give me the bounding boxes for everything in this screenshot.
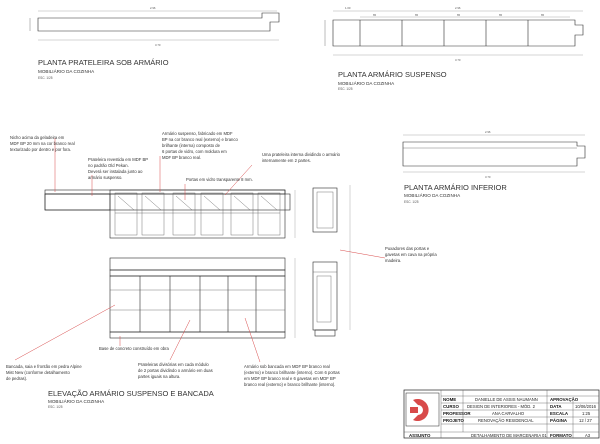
annotation-armario-bancada <box>244 364 340 387</box>
annotation-bancada <box>6 364 82 381</box>
note-nicho-line-1: Nicho acima da geladeira em <box>10 135 65 140</box>
value-pagina: 12 / 27 <box>579 418 592 423</box>
label-professor: PROFESSOR <box>443 411 471 416</box>
note-bancada-line-3: de pedras). <box>6 376 28 381</box>
label-nome: NOME <box>443 397 457 402</box>
subtitle-plan-wall-cabinet: MOBILIÁRIO DA COZINHA <box>338 81 395 86</box>
note-divisorias-line-2: de 2 portas dividindo o armário em duas <box>138 368 213 373</box>
annotation-puxadores <box>385 246 437 263</box>
label-aprovacao: APROVAÇÃO <box>550 397 579 402</box>
note-suspenso-line-4: 6 portas de vidro, com moldura em <box>162 149 227 154</box>
value-data: 10/06/2016 <box>575 404 596 409</box>
value-projeto: RENOVAÇÃO RESIDENCIAL <box>478 418 534 423</box>
note-suspenso-line-5: MDF BP branco real. <box>162 155 202 160</box>
subtitle-plan-base-cabinet: MOBILIÁRIO DA COZINHA <box>404 193 461 198</box>
subtitle-elevation: MOBILIÁRIO DA COZINHA <box>48 399 105 404</box>
subtitle-plan-shelf: MOBILIÁRIO DA COZINHA <box>38 69 95 74</box>
annotation-prateleira-revestida <box>88 157 148 180</box>
dim-base-top: 2.96 <box>485 130 491 134</box>
value-nome: DANIELLE DE ASSIS NAUMANN <box>475 397 538 402</box>
note-base-concreto: Base de concreto construído em obra <box>99 346 169 351</box>
label-formato: FORMATO <box>550 433 572 438</box>
dim-base-bottom: 3.70 <box>485 175 491 179</box>
plan-wall-cabinet <box>325 6 583 62</box>
elevation-base-cabinet <box>110 258 337 338</box>
value-professor: ANA CARVALHO <box>492 411 525 416</box>
note-divisorias-line-1: Prateleiras divisórias em cada módulo <box>138 362 209 367</box>
title-plan-wall-cabinet: PLANTA ARMÁRIO SUSPENSO <box>338 70 447 79</box>
note-divisorias-line-3: partes iguais na altura. <box>138 374 181 379</box>
note-bancada-line-2: Mist New (conforme detalhamento <box>6 370 70 375</box>
note-armario-bancada-line-2: (externo) e branco brilhante (interno). Com 6 portas <box>244 370 340 375</box>
scale-plan-wall-cabinet: ESC. 1/25 <box>338 87 353 91</box>
note-armario-bancada-line-1: Armário sob bancada em MDF BP branco real <box>244 364 330 369</box>
label-curso: CURSO <box>443 404 459 409</box>
scale-elevation: ESC. 1/25 <box>48 405 63 409</box>
dim-wall-cell-2: 65 <box>415 13 419 17</box>
note-nicho-line-2: MDF BP 20 mm na cor branco real <box>10 141 75 146</box>
note-nicho-line-3: texturizado por dentro e por fora. <box>10 147 71 152</box>
annotation-armario-suspenso <box>162 131 238 160</box>
annotation-nicho <box>10 135 75 152</box>
dim-shelf-top: 2.96 <box>150 6 156 10</box>
note-interna-line-1: Uma prateleira interna dividindo o armário <box>262 152 340 157</box>
note-prateleira-line-3: Deverá ser instalada junto ao <box>88 169 143 174</box>
value-formato: A3 <box>585 433 591 438</box>
title-plan-base-cabinet: PLANTA ARMÁRIO INFERIOR <box>404 183 507 192</box>
note-bancada-line-1: Bancada, saia e frontão em pedra Alpine <box>6 364 82 369</box>
title-plan-shelf: PLANTA PRATELEIRA SOB ARMÁRIO <box>38 58 169 67</box>
note-suspenso-line-1: Armário suspenso, fabricado em MDF <box>162 131 233 136</box>
label-projeto: PROJETO <box>443 418 464 423</box>
note-suspenso-line-2: BP na cor branco real (externo) e branco <box>162 137 238 142</box>
dim-wall-cell-1: 65 <box>373 13 377 17</box>
dim-wall-cell-3: 65 <box>457 13 461 17</box>
label-pagina: PÁGINA <box>550 418 568 423</box>
value-escala: 1:25 <box>582 411 591 416</box>
elevation-wall-cabinet <box>45 185 350 330</box>
note-prateleira-line-2: no padrão Old Pekan. <box>88 163 129 168</box>
annotation-prateleiras-divisorias <box>138 362 213 379</box>
note-prateleira-line-1: Prateleira revestida em MDF BP <box>88 157 149 162</box>
note-interna-line-2: internamente em 2 partes. <box>262 158 311 163</box>
value-assunto: DETALHAMENTO DE MARCENARIA 01 <box>471 433 547 438</box>
note-armario-bancada-line-3: em MDF BP branco real e 6 gavetas em MDF BP <box>244 376 336 381</box>
dim-wall-cell-4: 65 <box>499 13 503 17</box>
note-puxadores-line-1: Puxadores das portas e <box>385 246 430 251</box>
plan-shelf <box>30 6 279 47</box>
label-escala: ESCALA <box>550 411 569 416</box>
note-puxadores-line-2: gavetas em cava na própria <box>385 252 437 257</box>
title-elevation: ELEVAÇÃO ARMÁRIO SUSPENSO E BANCADA <box>48 389 214 398</box>
value-curso: DESIGN DE INTERIORES - MÓD. 2 <box>467 404 535 409</box>
scale-plan-shelf: ESC. 1/25 <box>38 76 53 80</box>
scale-plan-base-cabinet: ESC. 1/25 <box>404 200 419 204</box>
note-armario-bancada-line-4: branco real (externo) e branco brilhante (interno). <box>244 382 336 387</box>
note-portas-vidro: Portas em vidro transparente 8 mm. <box>186 177 253 182</box>
dim-wall-cell-5: 65 <box>541 13 545 17</box>
title-block <box>404 390 599 438</box>
dim-wall-top-a: 1.00 <box>345 6 351 10</box>
note-suspenso-line-3: brilhante (interna) composto de <box>162 143 220 148</box>
annotation-prateleira-interna <box>262 152 341 163</box>
note-puxadores-line-3: madeira. <box>385 258 402 263</box>
label-assunto: ASSUNTO <box>409 433 431 438</box>
note-prateleira-line-4: armário suspenso. <box>88 175 123 180</box>
dim-wall-top-b: 2.96 <box>455 6 461 10</box>
plan-base-cabinet <box>403 130 585 179</box>
dim-wall-bottom: 3.70 <box>455 58 461 62</box>
dim-shelf-bottom: 3.70 <box>155 43 161 47</box>
label-data: DATA <box>550 404 562 409</box>
